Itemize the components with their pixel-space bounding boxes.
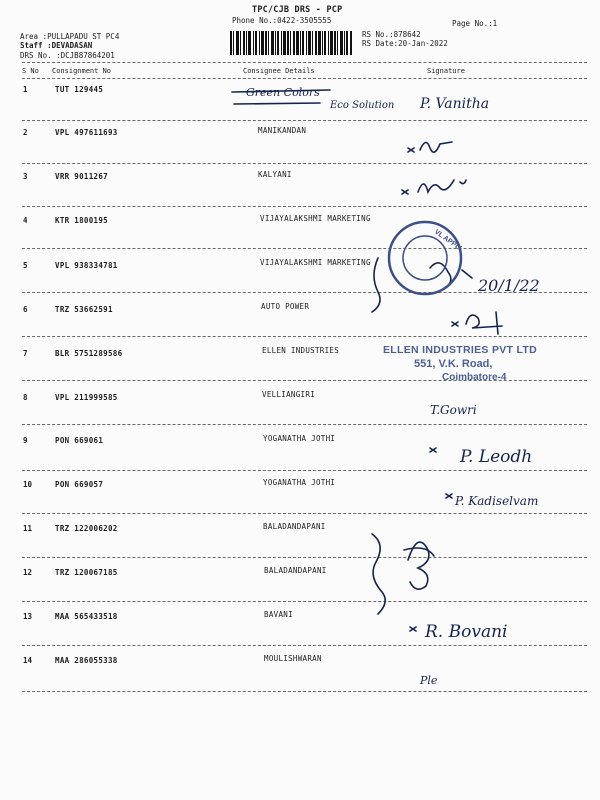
row-consignment: MAA 565433518 (55, 612, 118, 621)
company-stamp-line2: 551, V.K. Road, (414, 358, 493, 370)
drs-number: DRS No. :DCJB87864201 (20, 51, 115, 60)
row-consignee: BAVANI (264, 610, 293, 619)
cross-mark-icon (402, 190, 408, 194)
row-sno: 7 (23, 349, 28, 358)
strike-line (234, 103, 320, 104)
row-sno: 6 (23, 305, 28, 314)
brace-mark (372, 258, 380, 312)
company-stamp-line1: ELLEN INDUSTRIES PVT LTD (383, 344, 538, 356)
row-consignment: VPL 211999585 (55, 393, 118, 402)
row-consignee: BALADANDAPANI (263, 522, 326, 531)
row-consignee: MOULISHWARAN (264, 654, 322, 663)
row-consignment: VPL 497611693 (55, 128, 118, 137)
signature-row-9: P. Leodh (460, 447, 533, 467)
row-consignee: MANIKANDAN (258, 126, 307, 135)
row-consignee: ELLEN INDUSTRIES (262, 346, 340, 355)
row-consignment: VRR 9011267 (55, 172, 108, 181)
phone-number: Phone No.:0422-3505555 (232, 16, 332, 25)
row-sno: 9 (23, 436, 28, 445)
row-consignment: TRZ 53662591 (55, 305, 113, 314)
row-consignee: BALADANDAPANI (264, 566, 327, 575)
row-sno: 4 (23, 216, 28, 225)
signature-row-2 (420, 142, 452, 152)
signature-row-8: T.Gowri (430, 403, 477, 417)
row-consignee: VIJAYALAKSHMI MARKETING (260, 214, 371, 223)
rs-number: RS No.:878642 (362, 30, 421, 39)
signature-row-10: P. Kadiselvam (455, 494, 539, 508)
row-sno: 5 (23, 261, 28, 270)
col-consignee: Consignee Details (243, 67, 315, 75)
row-consignee: YOGANATHA JOTHI (263, 434, 336, 443)
col-signature: Signature (427, 67, 465, 75)
row-consignment: PON 669057 (55, 480, 104, 489)
row-sno: 3 (23, 172, 28, 181)
company-stamp-line3: Coimbatore-4 (442, 372, 507, 383)
cross-mark-icon (430, 448, 436, 452)
signature-row-1: P. Vanitha (420, 96, 490, 112)
row-sno: 14 (23, 656, 33, 665)
row-consignee: VIJAYALAKSHMI MARKETING (260, 258, 371, 267)
handwritten-company-2: Eco Solution (330, 100, 395, 111)
signature-row-14: Ple (420, 674, 438, 687)
row-consignee: YOGANATHA JOTHI (263, 478, 336, 487)
row-consignment: MAA 286055338 (55, 656, 118, 665)
round-seal-stamp (389, 222, 463, 294)
brace-mark (372, 534, 385, 614)
row-consignee: AUTO POWER (261, 302, 310, 311)
row-consignee: KALYANI (258, 170, 292, 179)
row-sno: 8 (23, 393, 28, 402)
cross-mark-icon (408, 148, 414, 152)
signature-row-6 (466, 312, 502, 334)
cross-mark-icon (452, 322, 458, 326)
seal-text: VL APPLI (433, 228, 463, 253)
rs-date: RS Date:20-Jan-2022 (362, 39, 448, 48)
area-label: Area :PULLAPADU ST PC4 (20, 32, 120, 41)
row-consignment: TRZ 122006202 (55, 524, 118, 533)
row-consignee: VELLIANGIRI (262, 390, 315, 399)
row-sno: 12 (23, 568, 33, 577)
row-consignment: PON 669061 (55, 436, 104, 445)
signature-row-11-12 (404, 542, 434, 589)
row-sno: 1 (23, 85, 28, 94)
page-number: Page No.:1 (452, 19, 498, 28)
row-consignment: VPL 938334781 (55, 261, 118, 270)
staff-label: Staff :DEVADASAN (20, 41, 93, 50)
row-consignment: TUT 129445 (55, 85, 104, 94)
signature-row-13: R. Bovani (425, 622, 508, 642)
col-sno: S No (22, 67, 39, 75)
sheet-title: TPC/CJB DRS - PCP (252, 5, 343, 15)
row-consignment: KTR 1800195 (55, 216, 108, 225)
handwritten-company-1: Green Colors (246, 86, 320, 99)
col-consignment: Consignment No (52, 67, 112, 75)
signature-row-3 (418, 180, 466, 192)
row-sno: 13 (23, 612, 33, 621)
row-sno: 11 (23, 524, 33, 533)
row-consignment: TRZ 120067185 (55, 568, 118, 577)
cross-mark-icon (446, 494, 452, 498)
row-sno: 10 (23, 480, 33, 489)
handwritten-date: 20/1/22 (478, 276, 540, 295)
row-consignment: BLR 5751289586 (55, 349, 123, 358)
cross-mark-icon (410, 627, 416, 631)
row-sno: 2 (23, 128, 28, 137)
